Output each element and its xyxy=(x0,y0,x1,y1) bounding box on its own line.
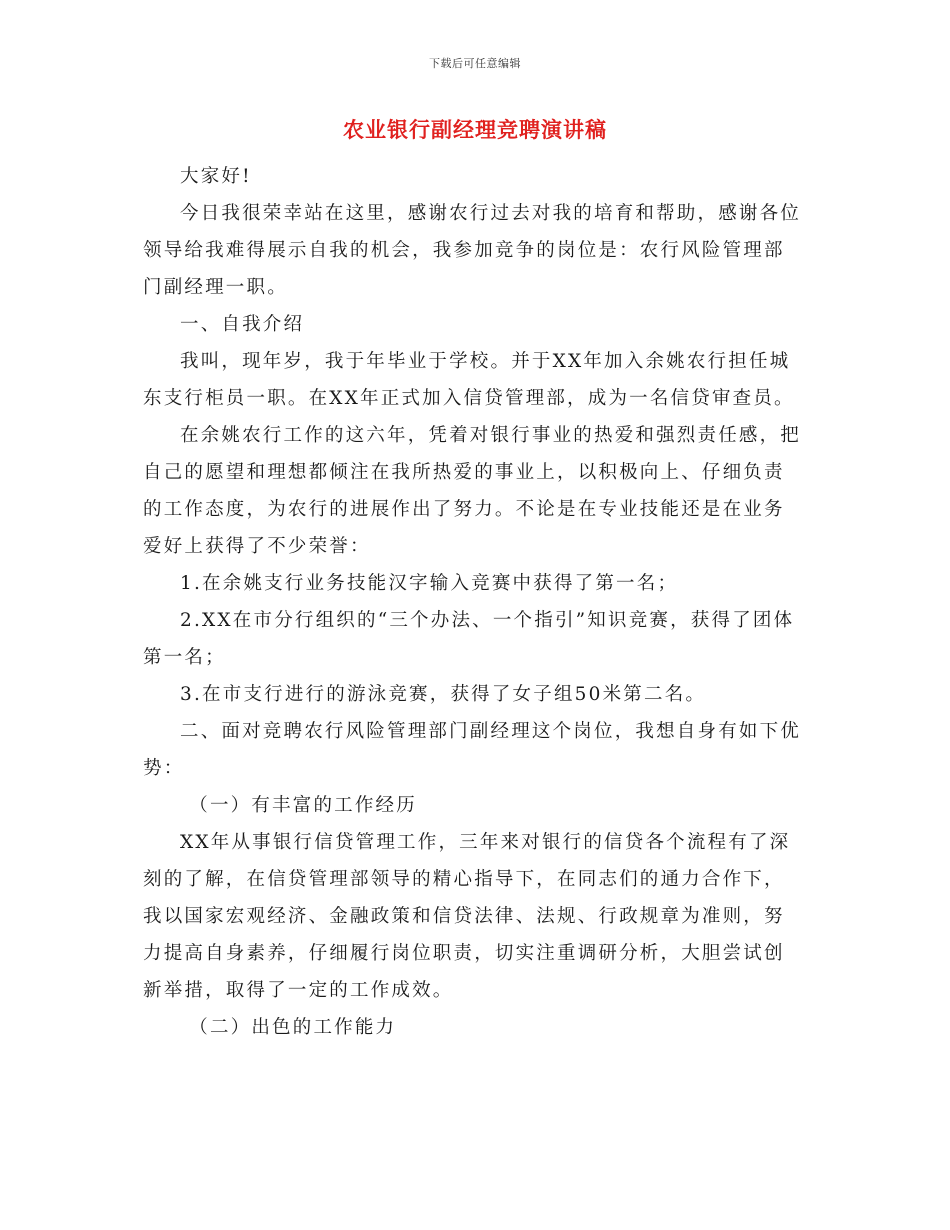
paragraph-experience-detail: XX年从事银行信贷管理工作，三年来对银行的信贷各个流程有了深刻的了解，在信贷管理部领导的精心指导下，在同志们的通力合作下，我以国家宏观经济、金融政策和信贷法律、法规、行政规章为准则，努力提高自身素养，仔细履行岗位职责，切实注重调研分析，大胆尝试创新举措，取得了一定的工作成效。 xyxy=(143,832,791,1001)
section-heading-advantages: 二、面对竞聘农行风险管理部门副经理这个岗位，我想自身有如下优势： xyxy=(143,721,802,779)
list-item-honor-2: 2.XX在市分行组织的“三个办法、一个指引”知识竞赛，获得了团体第一名； xyxy=(143,610,795,668)
subheading-experience: （一）有丰富的工作经历 xyxy=(189,795,417,816)
header-note: 下载后可任意编辑 xyxy=(429,57,521,70)
paragraph-intro: 今日我很荣幸站在这里，感谢农行过去对我的培育和帮助，感谢各位领导给我难得展示自我的机会，我参加竞争的岗位是：农行风险管理部门副经理一职。 xyxy=(143,203,802,298)
paragraph-greeting: 大家好! xyxy=(180,166,252,187)
paragraph-work-experience: 在余姚农行工作的这六年，凭着对银行事业的热爱和强烈责任感，把自己的愿望和理想都倾注在我所热爱的事业上，以积极向上、仔细负责的工作态度，为农行的进展作出了努力。不论是在专业技能还是在业务爱好上获得了不少荣誉： xyxy=(143,425,802,557)
section-heading-self-intro: 一、自我介绍 xyxy=(180,314,305,335)
list-item-honor-3: 3.在市支行进行的游泳竞赛，获得了女子组50米第二名。 xyxy=(180,684,707,705)
document-title: 农业银行副经理竞聘演讲稿 xyxy=(343,117,607,142)
list-item-honor-1: 1.在余姚支行业务技能汉字输入竞赛中获得了第一名； xyxy=(180,573,679,594)
document-body xyxy=(143,158,803,1046)
subheading-ability: （二）出色的工作能力 xyxy=(189,1017,397,1038)
paragraph-self-intro: 我叫，现年岁，我于年毕业于学校。并于XX年加入余姚农行担任城东支行柜员一职。在XX年正式加入信贷管理部，成为一名信贷审查员。 xyxy=(143,351,795,409)
